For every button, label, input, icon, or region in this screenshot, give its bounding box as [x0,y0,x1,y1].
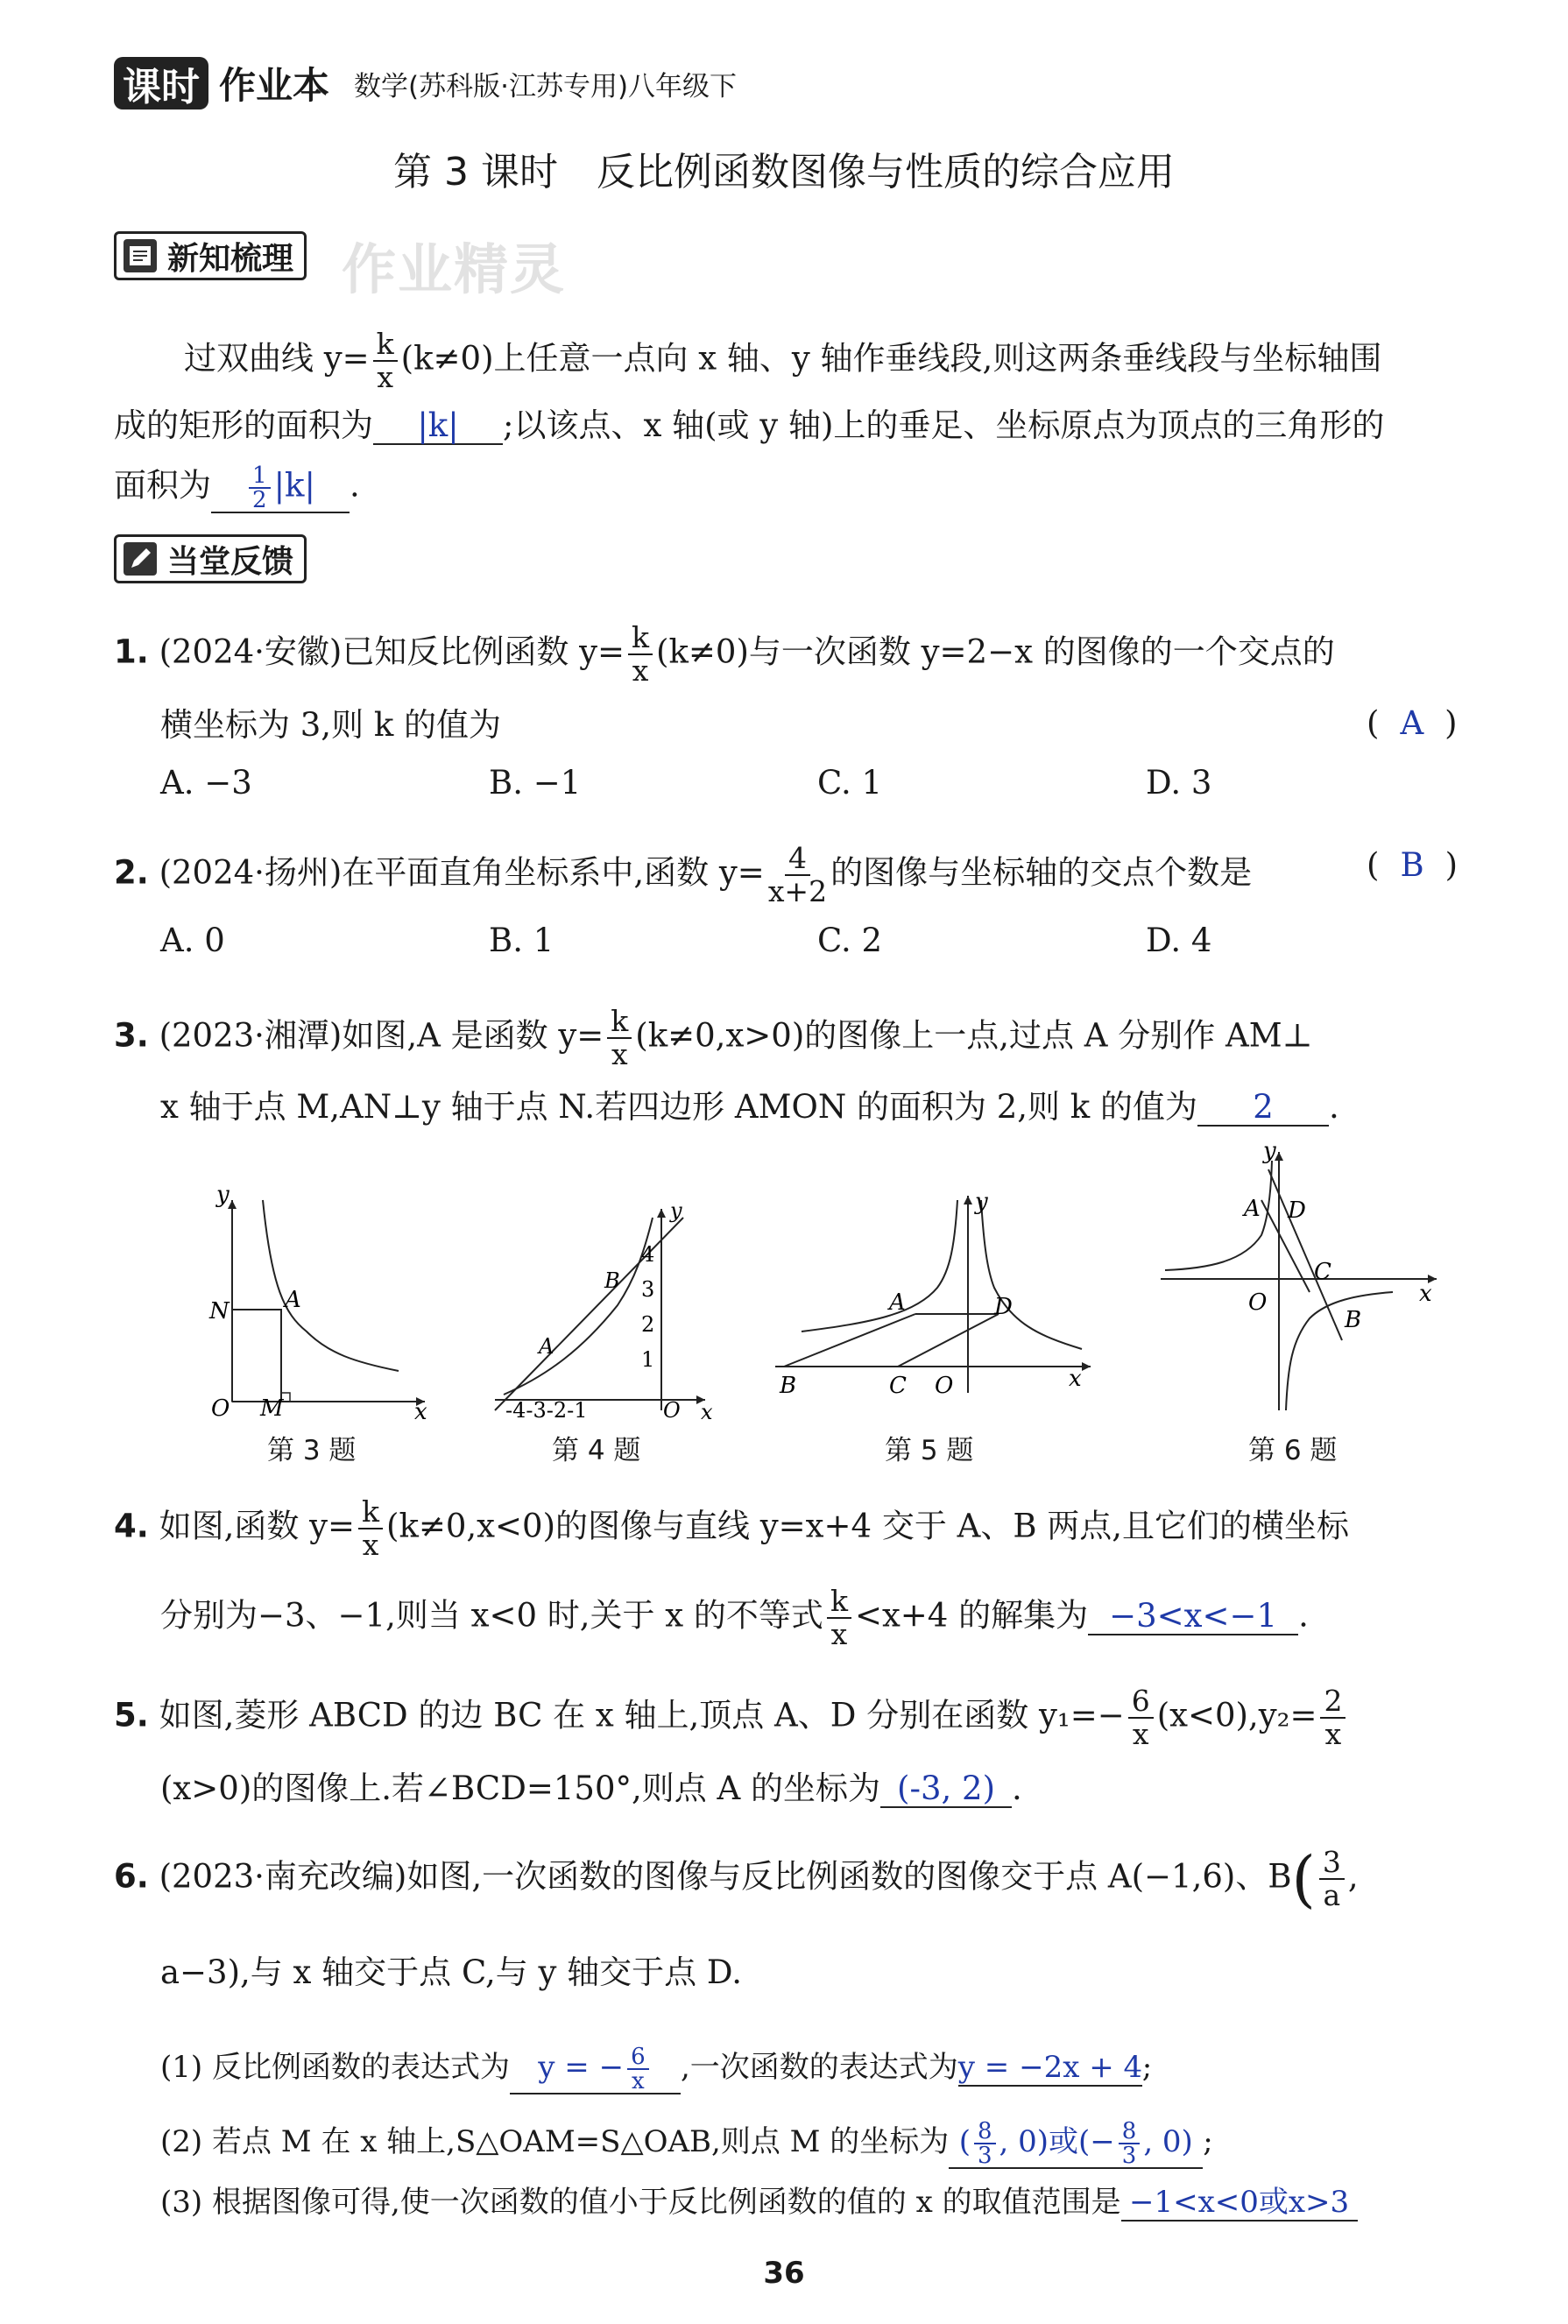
question-6: 6. (2023·南充改编)如图,一次函数的图像与反比例函数的图像交于点 A(−1,6)、B( $\frac{3}{a}$ , [114,1843,1359,1915]
figure-4 [486,1200,723,1419]
question-2: 2. (2024·扬州)在平面直角坐标系中,函数 y= $\frac{4}{x+2}$ 的图像与坐标轴的交点个数是 [114,841,1253,908]
option[interactable]: B. 1 [489,922,554,959]
axis-label-x: x [701,1400,713,1419]
figure-caption: 第 5 题 [885,1435,974,1466]
axis-label-y: y [216,1183,230,1208]
point-label-C: C [1314,1259,1331,1285]
question-6-line-2: a−3),与 x 轴交于点 C,与 y 轴交于点 D. [160,1953,742,1991]
answer-blank[interactable]: (-3, 2) [880,1771,1012,1808]
point-label-N: N [209,1298,230,1324]
y-tick-label: 3 [641,1277,655,1302]
answer-blank[interactable]: 2 [1197,1090,1329,1127]
answer-blank[interactable]: y = −2x + 4 [957,2050,1143,2085]
axis-label-y: y [975,1189,988,1215]
axis-label-x: x [1069,1366,1082,1392]
logo-badge [114,57,208,109]
answer-blank[interactable]: −1<x<0或x>3 [1121,2185,1358,2222]
axis-label-y: y [1263,1139,1276,1164]
figure-5 [766,1183,1099,1410]
axis-label-x: x [414,1399,427,1419]
axis-label-x: x [1419,1281,1432,1307]
option[interactable]: B. −1 [489,764,582,802]
section-tag-new-knowledge [114,231,307,280]
point-label-B: B [780,1373,797,1399]
point-label-B: B [1345,1307,1362,1333]
answer-blank[interactable]: $\frac{1}{2}$ |k| [211,464,350,513]
question-1-line-2: 横坐标为 3,则 k 的值为 [160,706,502,744]
header [114,53,737,114]
option[interactable]: D. 3 [1146,764,1212,802]
point-label-D: D [994,1294,1013,1320]
point-label-O: O [935,1373,954,1399]
logo-text: 课时 [123,65,200,109]
x-tick-labels: -4-3-2-1 [505,1398,588,1419]
question-5: 5. 如图,菱形 ABCD 的边 BC 在 x 轴上,顶点 A、D 分别在函数 y₁=− $\frac{6}{x}$ (x<0),y₂= $\frac{2}{x}$ [114,1685,1349,1750]
option[interactable]: A. 0 [160,922,225,959]
question-6-part-2: (2) 若点 M 在 x 轴上,S△OAM=S△OAB,则点 M 的坐标为 ( $\frac{8}{3}$ , 0)或(− $\frac{8}{3}$ , 0) ; [160,2118,1213,2169]
section-tag-label: 当堂反馈 [167,543,294,580]
option[interactable]: C. 2 [817,922,883,959]
question-3-line-2: x 轴于点 M,AN⊥y 轴于点 N.若四边形 AMON 的面积为 2,则 k 的值为 2 . [160,1088,1339,1126]
page-number: 36 [763,2256,805,2291]
knowledge-line-2: 成的矩形的面积为 |k| ;以该点、x 轴(或 y 轴)上的垂足、坐标原点为顶点的三角形的 [114,406,1385,444]
question-4: 4. 如图,函数 y= $\frac{k}{x}$ (k≠0,x<0)的图像与直线 y=x+4 交于 A、B 两点,且它们的横坐标 [114,1494,1350,1562]
point-label-C: C [889,1373,907,1399]
book-icon [124,239,157,272]
figure-6 [1156,1139,1454,1419]
question-4-line-2: 分别为−3、−1,则当 x<0 时,关于 x 的不等式 $\frac{k}{x}$ <x+4 的解集为 −3<x<−1 . [160,1584,1309,1651]
point-label-A: A [1244,1196,1261,1222]
question-6-part-3: (3) 根据图像可得,使一次函数的值小于反比例函数的值的 x 的取值范围是 −1<x<0或x>3 [160,2181,1358,2223]
question-3: 3. (2023·湘潭)如图,A 是函数 y= $\frac{k}{x}$ (k≠0,x>0)的图像上一点,过点 A 分别作 AM⊥ [114,1004,1313,1071]
answer-blank[interactable]: |k| [373,408,503,445]
question-2-answer: ( B ) [1367,846,1459,884]
option[interactable]: A. −3 [160,764,252,802]
watermark: 作业精灵 [342,237,567,301]
lesson-title: 第 3 课时 反比例函数图像与性质的综合应用 [393,150,1175,194]
point-label-A: A [285,1287,301,1313]
answer-blank[interactable]: y = − $\frac{6}{x}$ [510,2045,681,2094]
point-label-O: O [1248,1289,1268,1316]
point-label-O: O [211,1395,230,1419]
option[interactable]: D. 4 [1146,922,1212,959]
point-label-A: A [889,1289,906,1316]
question-6-part-1: (1) 反比例函数的表达式为 y = − $\frac{6}{x}$ ,一次函数的表达式为y = −2x + 4; [160,2044,1153,2094]
question-5-line-2: (x>0)的图像上.若∠BCD=150°,则点 A 的坐标为 (-3, 2) . [160,1769,1022,1807]
subject-line: 数学(苏科版·江苏专用)八年级下 [354,70,738,102]
point-label-D: D [1288,1197,1306,1224]
figure-caption: 第 4 题 [552,1435,641,1466]
point-label-A: A [539,1334,554,1359]
y-tick-label: 4 [641,1242,655,1267]
point-label-M: M [260,1395,284,1419]
option[interactable]: C. 1 [817,764,883,802]
question-1-answer: ( A ) [1367,704,1458,742]
section-tag-label: 新知梳理 [167,240,294,277]
fraction: $\frac{k}{x}$ [373,328,398,393]
point-label-O: O [663,1398,681,1419]
book-name: 作业本 [219,64,330,107]
knowledge-line-3: 面积为 $\frac{1}{2}$ |k| . [114,463,360,513]
knowledge-line-1: 过双曲线 y= $\frac{k}{x}$ (k≠0)上任意一点向 x 轴、y 轴作垂线段,则这两条垂线段与坐标轴围 [184,327,1382,394]
figure-caption: 第 3 题 [267,1435,357,1466]
y-tick-label: 1 [641,1347,655,1372]
axis-label-y: y [670,1200,682,1223]
figure-3 [197,1183,434,1419]
pencil-icon [124,542,157,576]
section-tag-feedback [114,534,307,583]
point-label-B: B [604,1268,620,1293]
question-1: 1. (2024·安徽)已知反比例函数 y= $\frac{k}{x}$ (k≠0)与一次函数 y=2−x 的图像的一个交点的 [114,620,1335,688]
answer-blank[interactable]: −3<x<−1 [1088,1599,1298,1635]
y-tick-label: 2 [641,1312,655,1337]
answer-blank[interactable]: ( $\frac{8}{3}$ , 0)或(− $\frac{8}{3}$ , 0) [949,2120,1203,2169]
figure-caption: 第 6 题 [1248,1435,1338,1466]
